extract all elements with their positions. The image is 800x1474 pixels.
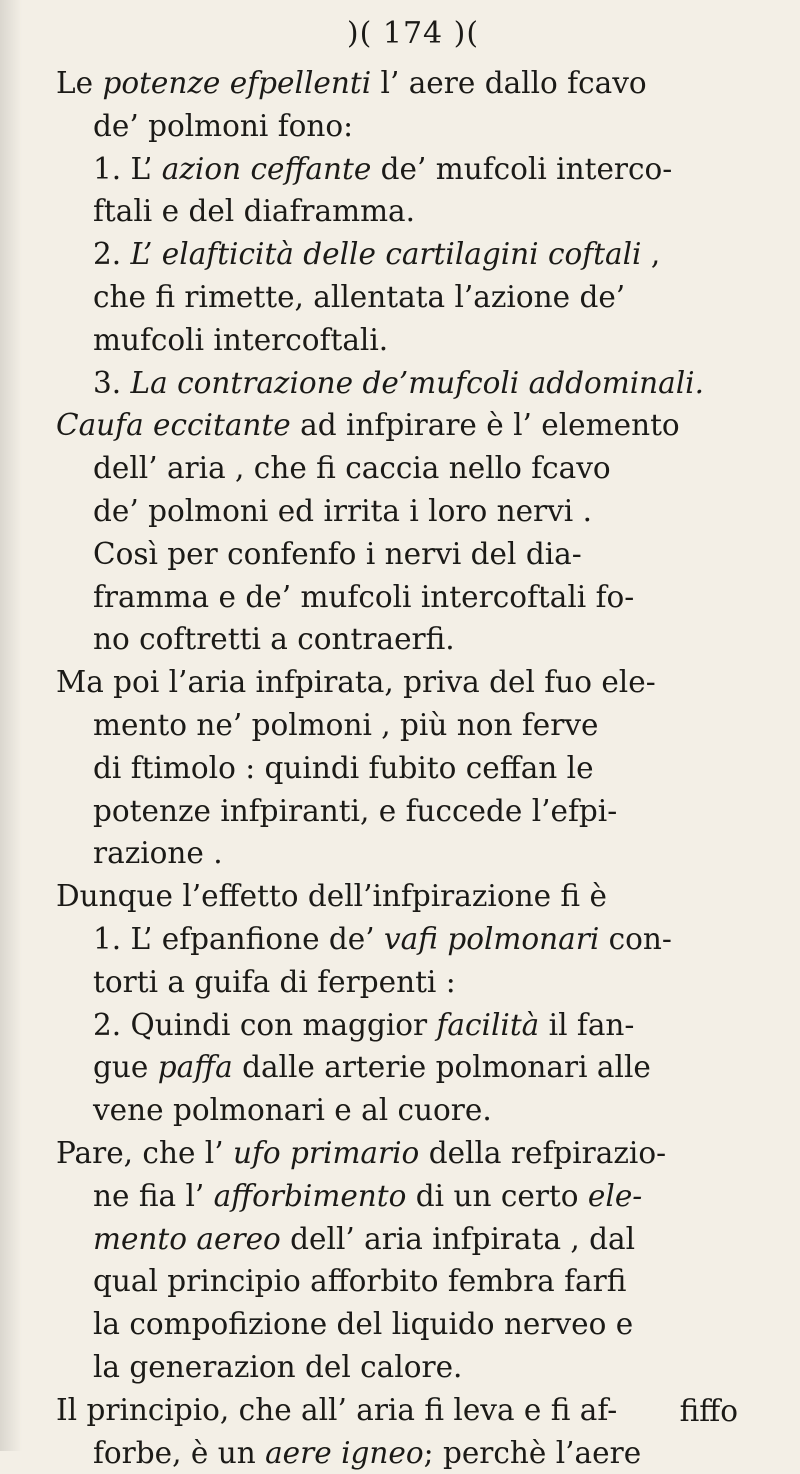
text-run: Dunque l’effetto dell’infpirazione fi è (56, 879, 607, 913)
text-run: vene polmonari e al cuore. (93, 1093, 492, 1127)
text-line (56, 1132, 770, 1175)
text-run: , (641, 237, 660, 271)
text-run: Così per confenfo i nervi del dia- (93, 537, 582, 571)
text-line (56, 105, 770, 148)
text-run: mento ne’ polmoni , più non ferve (93, 708, 598, 742)
text-line (56, 661, 770, 704)
italic-run: efpellenti (230, 66, 371, 100)
text-line (56, 1089, 770, 1132)
text-run: con- (599, 922, 672, 956)
text-run: dell’ aria , che fi caccia nello fcavo (93, 451, 611, 485)
text-run: della refpirazio- (419, 1136, 666, 1170)
text-run: ftali e del diaframma. (93, 194, 415, 228)
text-run (220, 66, 229, 100)
text-run: la compofizione del liquido nerveo e (93, 1307, 633, 1341)
text-run: Ma poi l’aria infpirata, priva del fuo ele- (56, 665, 656, 699)
text-run: dalle arterie polmonari alle (233, 1050, 651, 1084)
text-line (56, 1303, 770, 1346)
text-run: 1. L’ (93, 152, 162, 186)
catchword: fiffo (680, 1391, 738, 1431)
text-line (56, 1175, 770, 1218)
text-run: de’ polmoni ed irrita i loro nervi . (93, 494, 592, 528)
text-line (56, 918, 770, 961)
text-run: Le (56, 66, 102, 100)
text-run: de’ polmoni fono: (93, 109, 353, 143)
page-number: )( 174 )( (56, 14, 770, 54)
text-line (56, 875, 770, 918)
text-run: ad infpirare è l’ elemento (291, 408, 680, 442)
text-run: l’ aere dallo fcavo (371, 66, 646, 100)
text-run: de’ mufcoli interco- (371, 152, 672, 186)
text-line (56, 1046, 770, 1089)
text-run: il fan- (539, 1008, 634, 1042)
text-run: 2. Quindi con maggior (93, 1008, 437, 1042)
italic-run: potenze (102, 66, 220, 100)
text-line (56, 62, 770, 105)
text-run: 2. (93, 237, 131, 271)
italic-run: azion ceffante (162, 152, 371, 186)
text-line (56, 148, 770, 191)
text-run: ; perchè l’aere (424, 1436, 642, 1470)
text-run: potenze infpiranti, e fuccede l’efpi- (93, 794, 617, 828)
text-line (56, 1004, 770, 1047)
text-run: forbe, è un (93, 1436, 265, 1470)
text-run: mufcoli intercoftali. (93, 323, 388, 357)
text-line (56, 832, 770, 875)
text-line (56, 319, 770, 362)
text-line (56, 961, 770, 1004)
text-line (56, 576, 770, 619)
text-run: dell’ aria infpirata , dal (281, 1222, 635, 1256)
text-run: razione . (93, 836, 223, 870)
text-line (56, 190, 770, 233)
text-run: qual principio afforbito fembra farfi (93, 1264, 626, 1298)
text-line (56, 1346, 770, 1389)
text-line (56, 618, 770, 661)
italic-run: Caufa eccitante (56, 408, 291, 442)
text-run: la generazion del calore. (93, 1350, 462, 1384)
text-run: Pare, che l’ (56, 1136, 233, 1170)
text-run: 1. L’ efpanfione de’ (93, 922, 384, 956)
text-line (56, 362, 770, 405)
text-line (56, 533, 770, 576)
text-line (56, 1389, 770, 1432)
text-run: torti a guifa di ferpenti : (93, 965, 456, 999)
text-line (56, 704, 770, 747)
text-line (56, 1218, 770, 1261)
italic-run: facilità (437, 1008, 540, 1042)
text-line (56, 747, 770, 790)
text-line (56, 1260, 770, 1303)
italic-run: afforbimento (214, 1179, 407, 1213)
text-run: Il principio, che all’ aria fi leva e fi af- (56, 1393, 617, 1427)
italic-run: ele- (588, 1179, 642, 1213)
text-line (56, 233, 770, 276)
body-text (56, 62, 770, 1474)
italic-run: vafi polmonari (384, 922, 599, 956)
text-line (56, 276, 770, 319)
italic-run: La contrazione de’mufcoli addominali. (131, 366, 704, 400)
text-run: di ftimolo : quindi fubito ceffan le (93, 751, 594, 785)
italic-run: aere igneo (265, 1436, 424, 1470)
text-line (56, 404, 770, 447)
spine-shadow (0, 0, 22, 1451)
text-run: 3. (93, 366, 131, 400)
text-run: ne fia l’ (93, 1179, 214, 1213)
text-line (56, 490, 770, 533)
text-line (56, 790, 770, 833)
text-run: di un certo (406, 1179, 588, 1213)
italic-run: mento aereo (93, 1222, 281, 1256)
text-line (56, 447, 770, 490)
text-run: no coftretti a contraerfi. (93, 622, 455, 656)
text-run: framma e de’ mufcoli intercoftali fo- (93, 580, 634, 614)
text-run: gue (93, 1050, 158, 1084)
italic-run: L’ elafticità delle cartilagini coftali (131, 237, 642, 271)
italic-run: ufo primario (233, 1136, 419, 1170)
text-line (56, 1432, 770, 1474)
text-run: che fi rimette, allentata l’azione de’ (93, 280, 625, 314)
italic-run: paffa (158, 1050, 233, 1084)
